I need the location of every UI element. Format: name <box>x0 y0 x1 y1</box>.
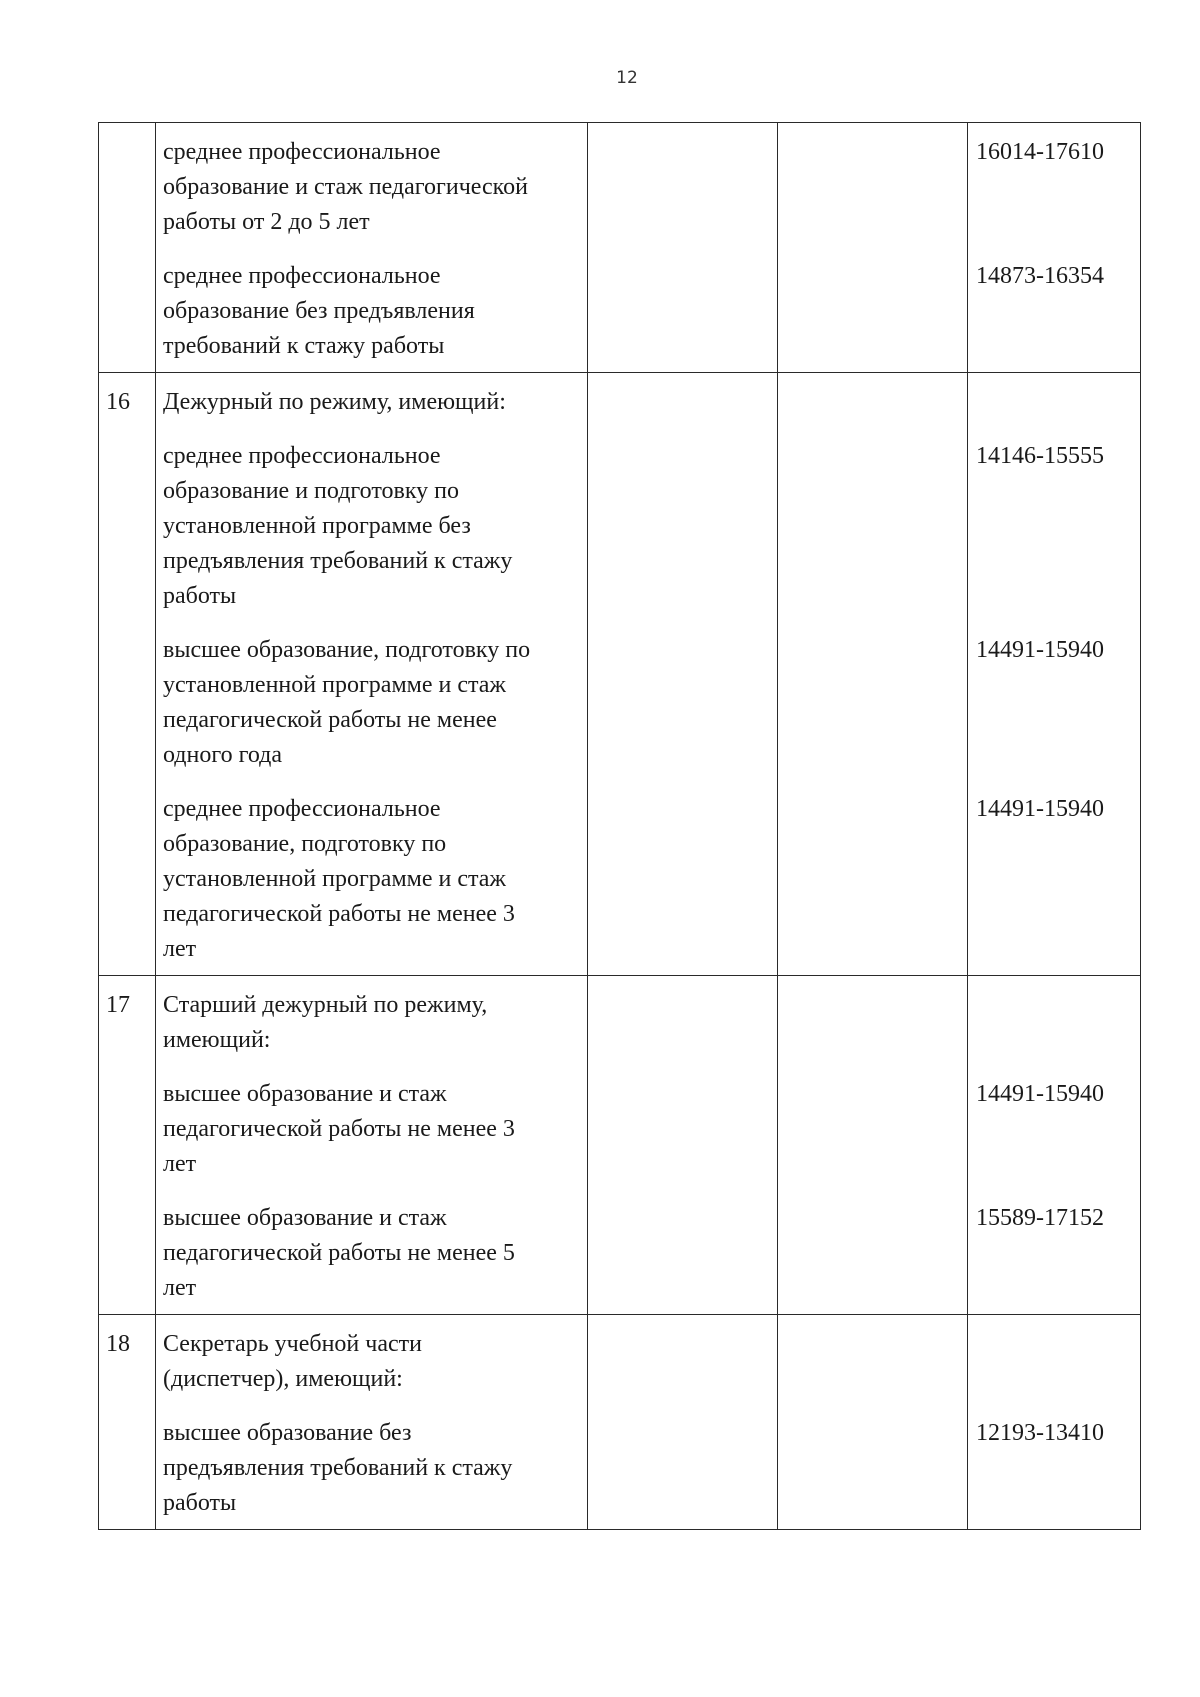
description-block: среднее профессиональное образование, подготовку по установленной программе и стаж педагогической работы не менее 3 лет <box>163 796 515 962</box>
salary-range: 15589-17152 <box>976 1205 1104 1231</box>
salary-range: 14873-16354 <box>976 263 1104 289</box>
position-description-cell <box>156 976 588 1315</box>
salary-range: 16014-17610 <box>976 139 1104 165</box>
description-block: высшее образование и стаж педагогической работы не менее 3 лет <box>163 1081 515 1177</box>
description-block: среднее профессиональное образование без предъявления требований к стажу работы <box>163 263 475 359</box>
empty-cell <box>778 123 968 373</box>
row-number: 16 <box>106 389 130 415</box>
salary-range: 14491-15940 <box>976 637 1104 663</box>
description-block: высшее образование без предъявления требований к стажу работы <box>163 1420 513 1516</box>
table-body <box>99 123 1141 1530</box>
description-block: высшее образование, подготовку по установленной программе и стаж педагогической работы не менее одного года <box>163 637 531 768</box>
position-description-cell <box>156 373 588 976</box>
salary-range: 14491-15940 <box>976 1081 1104 1107</box>
row-number-cell <box>99 123 156 373</box>
empty-cell <box>588 1315 778 1530</box>
description-block: Секретарь учебной части (диспетчер), имеющий: <box>163 1331 422 1392</box>
empty-cell <box>778 1315 968 1530</box>
row-number: 17 <box>106 992 130 1018</box>
salary-cell <box>968 976 1141 1315</box>
description-block: Дежурный по режиму, имеющий: <box>163 389 506 415</box>
salary-cell <box>968 123 1141 373</box>
salary-range: 14146-15555 <box>976 443 1104 469</box>
description-block: среднее профессиональное образование и стаж педагогической работы от 2 до 5 лет <box>163 139 528 235</box>
empty-cell <box>588 976 778 1315</box>
salary-range: 12193-13410 <box>976 1420 1104 1446</box>
empty-cell <box>588 373 778 976</box>
empty-cell <box>778 976 968 1315</box>
table-row <box>99 976 1141 1315</box>
description-block: среднее профессиональное образование и подготовку по установленной программе без предъявления требований к стажу работы <box>163 443 513 609</box>
table-row <box>99 1315 1141 1530</box>
row-number: 18 <box>106 1331 130 1357</box>
empty-cell <box>588 123 778 373</box>
row-number-cell <box>99 373 156 976</box>
position-description-cell <box>156 1315 588 1530</box>
salary-table <box>98 122 1141 1530</box>
salary-range <box>976 988 1140 1058</box>
table-row <box>99 373 1141 976</box>
salary-cell <box>968 373 1141 976</box>
page-number: 12 <box>616 68 638 88</box>
table-row <box>99 123 1141 373</box>
row-number-cell <box>99 976 156 1315</box>
salary-range: 14491-15940 <box>976 796 1104 822</box>
position-description-cell <box>156 123 588 373</box>
salary-range <box>976 385 1140 420</box>
description-block: Старший дежурный по режиму, имеющий: <box>163 992 488 1053</box>
salary-cell <box>968 1315 1141 1530</box>
row-number-cell <box>99 1315 156 1530</box>
salary-range <box>976 1327 1140 1397</box>
description-block: высшее образование и стаж педагогической работы не менее 5 лет <box>163 1205 515 1301</box>
empty-cell <box>778 373 968 976</box>
